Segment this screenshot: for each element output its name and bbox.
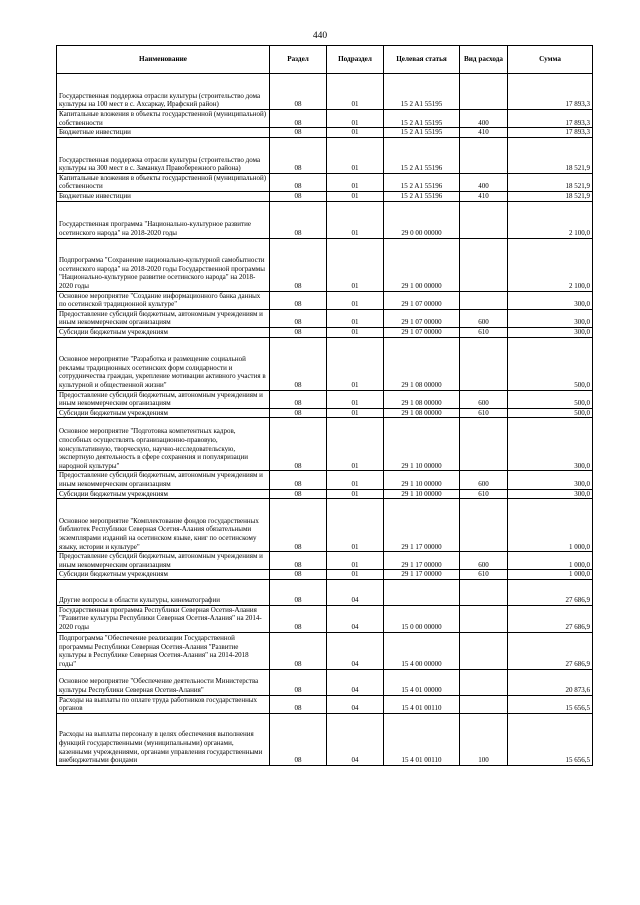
row-target-cell: 29 1 08 00000 — [384, 390, 460, 408]
row-kind-cell: 610 — [460, 570, 508, 580]
row-sum-cell: 18 521,9 — [508, 137, 593, 173]
row-sum-cell: 500,0 — [508, 390, 593, 408]
row-section-cell: 08 — [270, 390, 327, 408]
budget-table — [56, 45, 593, 766]
table-row — [57, 499, 593, 552]
table-row — [57, 570, 593, 580]
row-kind-cell — [460, 632, 508, 669]
row-subsection-cell: 01 — [327, 570, 384, 580]
row-section-cell: 08 — [270, 552, 327, 570]
table-row — [57, 291, 593, 309]
row-target-cell: 29 1 10 00000 — [384, 489, 460, 499]
row-sum-cell: 27 686,9 — [508, 579, 593, 605]
row-sum-cell: 1 000,0 — [508, 570, 593, 580]
row-subsection-cell: 01 — [327, 471, 384, 489]
row-sum-cell: 17 893,3 — [508, 110, 593, 128]
row-name-cell: Основное мероприятие "Обеспечение деятельности Министерства культуры Республики Северная Осетия-Алания" — [57, 669, 270, 695]
row-name-cell: Субсидии бюджетным учреждениям — [57, 327, 270, 337]
row-subsection-cell: 01 — [327, 552, 384, 570]
row-name-cell: Расходы на выплаты по оплате труда работников государственных органов — [57, 695, 270, 713]
row-name-cell: Субсидии бюджетным учреждениям — [57, 408, 270, 418]
table-row — [57, 110, 593, 128]
row-sum-cell: 2 100,0 — [508, 201, 593, 238]
row-name-cell: Подпрограмма "Обеспечение реализации Государственной программы Республики Северная Осетия-Алания "Развитие культуры в Республике Северная Осетия-Алания" на 2014-2018 годы" — [57, 632, 270, 669]
row-section-cell: 08 — [270, 137, 327, 173]
row-name-cell: Государственная поддержка отрасли культуры (строительство дома культуры на 100 мест в с. Ахсаркау, Ирафский район) — [57, 74, 270, 110]
row-kind-cell — [460, 579, 508, 605]
row-kind-cell: 600 — [460, 471, 508, 489]
row-section-cell: 08 — [270, 570, 327, 580]
row-sum-cell: 300,0 — [508, 309, 593, 327]
row-subsection-cell: 01 — [327, 489, 384, 499]
row-sum-cell: 300,0 — [508, 418, 593, 471]
col-header-name: Наименование — [57, 46, 270, 74]
col-header-section: Раздел — [270, 46, 327, 74]
row-target-cell: 29 1 00 00000 — [384, 238, 460, 291]
row-target-cell: 29 1 07 00000 — [384, 291, 460, 309]
row-kind-cell — [460, 669, 508, 695]
row-section-cell: 08 — [270, 337, 327, 390]
row-section-cell: 08 — [270, 669, 327, 695]
row-name-cell: Государственная поддержка отрасли культуры (строительство дома культуры на 300 мест в с. Заманкул Правобережного района) — [57, 137, 270, 173]
row-section-cell: 08 — [270, 74, 327, 110]
row-subsection-cell: 01 — [327, 74, 384, 110]
table-row — [57, 390, 593, 408]
row-section-cell: 08 — [270, 110, 327, 128]
row-subsection-cell: 01 — [327, 309, 384, 327]
table-row — [57, 309, 593, 327]
table-row — [57, 337, 593, 390]
table-row — [57, 552, 593, 570]
row-kind-cell — [460, 137, 508, 173]
row-target-cell: 29 1 08 00000 — [384, 408, 460, 418]
row-section-cell: 08 — [270, 605, 327, 632]
row-subsection-cell: 04 — [327, 579, 384, 605]
row-subsection-cell: 04 — [327, 669, 384, 695]
row-target-cell: 29 1 07 00000 — [384, 309, 460, 327]
row-kind-cell — [460, 74, 508, 110]
row-target-cell: 29 1 08 00000 — [384, 337, 460, 390]
row-sum-cell: 1 000,0 — [508, 552, 593, 570]
row-target-cell: 15 4 01 00000 — [384, 669, 460, 695]
row-subsection-cell: 01 — [327, 291, 384, 309]
table-row — [57, 128, 593, 138]
row-target-cell — [384, 579, 460, 605]
row-name-cell: Субсидии бюджетным учреждениям — [57, 489, 270, 499]
row-section-cell: 08 — [270, 327, 327, 337]
row-name-cell: Подпрограмма "Сохранение национально-культурной самобытности осетинского народа" на 2018-2020 годы Государственной программы "Национально-культурное развитие осетинского народа" на 2018-2020 годы — [57, 238, 270, 291]
row-kind-cell: 610 — [460, 408, 508, 418]
table-row — [57, 137, 593, 173]
row-target-cell: 15 4 01 00110 — [384, 695, 460, 713]
table-row — [57, 191, 593, 201]
row-kind-cell — [460, 201, 508, 238]
row-kind-cell — [460, 418, 508, 471]
col-header-sum: Сумма — [508, 46, 593, 74]
row-target-cell: 15 0 00 00000 — [384, 605, 460, 632]
table-row — [57, 238, 593, 291]
row-target-cell: 29 1 17 00000 — [384, 570, 460, 580]
row-sum-cell: 18 521,9 — [508, 173, 593, 191]
row-section-cell: 08 — [270, 238, 327, 291]
row-subsection-cell: 01 — [327, 201, 384, 238]
row-subsection-cell: 01 — [327, 191, 384, 201]
row-kind-cell — [460, 605, 508, 632]
row-sum-cell: 17 893,3 — [508, 74, 593, 110]
row-name-cell: Основное мероприятие "Создание информационного банка данных по осетинской традиционной культуре" — [57, 291, 270, 309]
row-subsection-cell: 04 — [327, 605, 384, 632]
row-kind-cell: 410 — [460, 191, 508, 201]
row-section-cell: 08 — [270, 173, 327, 191]
row-kind-cell — [460, 695, 508, 713]
col-header-subsection: Подраздел — [327, 46, 384, 74]
row-sum-cell: 300,0 — [508, 327, 593, 337]
row-section-cell: 08 — [270, 499, 327, 552]
row-name-cell: Государственная программа Республики Северная Осетия-Алания "Развитие культуры Республики Северная Осетия-Алания" на 2014-2020 годы — [57, 605, 270, 632]
table-header-row — [57, 46, 593, 74]
row-target-cell: 29 1 17 00000 — [384, 552, 460, 570]
row-section-cell: 08 — [270, 632, 327, 669]
col-header-target: Целевая статья — [384, 46, 460, 74]
row-section-cell: 08 — [270, 291, 327, 309]
row-subsection-cell: 01 — [327, 110, 384, 128]
row-kind-cell — [460, 291, 508, 309]
row-target-cell: 15 4 00 00000 — [384, 632, 460, 669]
row-subsection-cell: 01 — [327, 137, 384, 173]
row-subsection-cell: 01 — [327, 418, 384, 471]
row-sum-cell: 20 873,6 — [508, 669, 593, 695]
row-name-cell: Основное мероприятие "Комплектование фондов государственных библиотек Республики Северная Осетия-Алания обязательными экземплярами изданий на осетинском языке, книг по осетинскому языку, истории и культуре" — [57, 499, 270, 552]
table-row — [57, 489, 593, 499]
row-kind-cell: 600 — [460, 390, 508, 408]
row-sum-cell: 18 521,9 — [508, 191, 593, 201]
row-section-cell: 08 — [270, 713, 327, 765]
row-target-cell: 15 2 A1 55195 — [384, 74, 460, 110]
row-section-cell: 08 — [270, 489, 327, 499]
row-sum-cell: 27 686,9 — [508, 605, 593, 632]
table-row — [57, 632, 593, 669]
table-row — [57, 418, 593, 471]
row-section-cell: 08 — [270, 191, 327, 201]
row-section-cell: 08 — [270, 309, 327, 327]
row-subsection-cell: 01 — [327, 128, 384, 138]
row-kind-cell: 400 — [460, 110, 508, 128]
row-kind-cell — [460, 499, 508, 552]
row-kind-cell: 400 — [460, 173, 508, 191]
row-subsection-cell: 01 — [327, 337, 384, 390]
row-name-cell: Капитальные вложения в объекты государственной (муниципальной) собственности — [57, 173, 270, 191]
row-section-cell: 08 — [270, 579, 327, 605]
row-kind-cell: 600 — [460, 309, 508, 327]
row-target-cell: 15 4 01 00110 — [384, 713, 460, 765]
page-number: 440 — [312, 31, 328, 41]
row-kind-cell — [460, 238, 508, 291]
row-name-cell: Бюджетные инвестиции — [57, 191, 270, 201]
row-target-cell: 15 2 A1 55195 — [384, 128, 460, 138]
row-name-cell: Основное мероприятие "Подготовка компетентных кадров, способных осуществлять организационно-правовую, консультативную, творческую, научно-исследовательскую, экспертную деятельность в сфере сохранения и популяризации народной культуры" — [57, 418, 270, 471]
row-name-cell: Государственная программа "Национально-культурное развитие осетинского народа" на 2018-2020 годы — [57, 201, 270, 238]
row-sum-cell: 15 656,5 — [508, 713, 593, 765]
row-name-cell: Основное мероприятие "Разработка и размещение социальной рекламы традиционных осетинских форм солидарности и сотрудничества граждан, укрепление мотивации активного участия в культурной и общественной жизни" — [57, 337, 270, 390]
row-sum-cell: 2 100,0 — [508, 238, 593, 291]
row-kind-cell: 600 — [460, 552, 508, 570]
row-name-cell: Бюджетные инвестиции — [57, 128, 270, 138]
table-row — [57, 695, 593, 713]
table-row — [57, 201, 593, 238]
row-target-cell: 29 1 17 00000 — [384, 499, 460, 552]
row-section-cell: 08 — [270, 201, 327, 238]
table-row — [57, 713, 593, 765]
row-subsection-cell: 01 — [327, 238, 384, 291]
row-target-cell: 15 2 A1 55196 — [384, 137, 460, 173]
row-name-cell: Капитальные вложения в объекты государственной (муниципальной) собственности — [57, 110, 270, 128]
row-target-cell: 29 0 00 00000 — [384, 201, 460, 238]
row-kind-cell: 100 — [460, 713, 508, 765]
row-name-cell: Предоставление субсидий бюджетным, автономным учреждениям и иным некоммерческим организациям — [57, 552, 270, 570]
row-target-cell: 15 2 A1 55196 — [384, 173, 460, 191]
row-subsection-cell: 01 — [327, 327, 384, 337]
row-subsection-cell: 01 — [327, 408, 384, 418]
row-name-cell: Другие вопросы в области культуры, кинематографии — [57, 579, 270, 605]
row-section-cell: 08 — [270, 128, 327, 138]
table-row — [57, 74, 593, 110]
row-sum-cell: 500,0 — [508, 337, 593, 390]
table-row — [57, 408, 593, 418]
table-row — [57, 327, 593, 337]
row-name-cell: Субсидии бюджетным учреждениям — [57, 570, 270, 580]
row-target-cell: 29 1 10 00000 — [384, 471, 460, 489]
row-subsection-cell: 01 — [327, 173, 384, 191]
table-row — [57, 173, 593, 191]
row-kind-cell: 610 — [460, 489, 508, 499]
row-target-cell: 29 1 07 00000 — [384, 327, 460, 337]
row-sum-cell: 300,0 — [508, 471, 593, 489]
row-section-cell: 08 — [270, 418, 327, 471]
row-section-cell: 08 — [270, 408, 327, 418]
row-subsection-cell: 04 — [327, 632, 384, 669]
row-kind-cell: 610 — [460, 327, 508, 337]
table-row — [57, 471, 593, 489]
row-sum-cell: 300,0 — [508, 489, 593, 499]
row-target-cell: 15 2 A1 55196 — [384, 191, 460, 201]
table-row — [57, 669, 593, 695]
row-name-cell: Расходы на выплаты персоналу в целях обеспечения выполнения функций государственными (муниципальными) органами, казенными учреждениями, органами управления государственными внебюджетными фондами — [57, 713, 270, 765]
row-sum-cell: 15 656,5 — [508, 695, 593, 713]
row-name-cell: Предоставление субсидий бюджетным, автономным учреждениям и иным некоммерческим организациям — [57, 390, 270, 408]
row-target-cell: 15 2 A1 55195 — [384, 110, 460, 128]
row-section-cell: 08 — [270, 695, 327, 713]
row-sum-cell: 27 686,9 — [508, 632, 593, 669]
row-name-cell: Предоставление субсидий бюджетным, автономным учреждениям и иным некоммерческим организациям — [57, 471, 270, 489]
row-subsection-cell: 01 — [327, 499, 384, 552]
row-subsection-cell: 04 — [327, 695, 384, 713]
row-kind-cell: 410 — [460, 128, 508, 138]
row-sum-cell: 500,0 — [508, 408, 593, 418]
row-kind-cell — [460, 337, 508, 390]
row-section-cell: 08 — [270, 471, 327, 489]
row-subsection-cell: 01 — [327, 390, 384, 408]
row-subsection-cell: 04 — [327, 713, 384, 765]
row-sum-cell: 1 000,0 — [508, 499, 593, 552]
row-sum-cell: 300,0 — [508, 291, 593, 309]
table-row — [57, 605, 593, 632]
col-header-kind: Вид расхода — [460, 46, 508, 74]
table-row — [57, 579, 593, 605]
row-target-cell: 29 1 10 00000 — [384, 418, 460, 471]
row-sum-cell: 17 893,3 — [508, 128, 593, 138]
row-name-cell: Предоставление субсидий бюджетным, автономным учреждениям и иным некоммерческим организациям — [57, 309, 270, 327]
